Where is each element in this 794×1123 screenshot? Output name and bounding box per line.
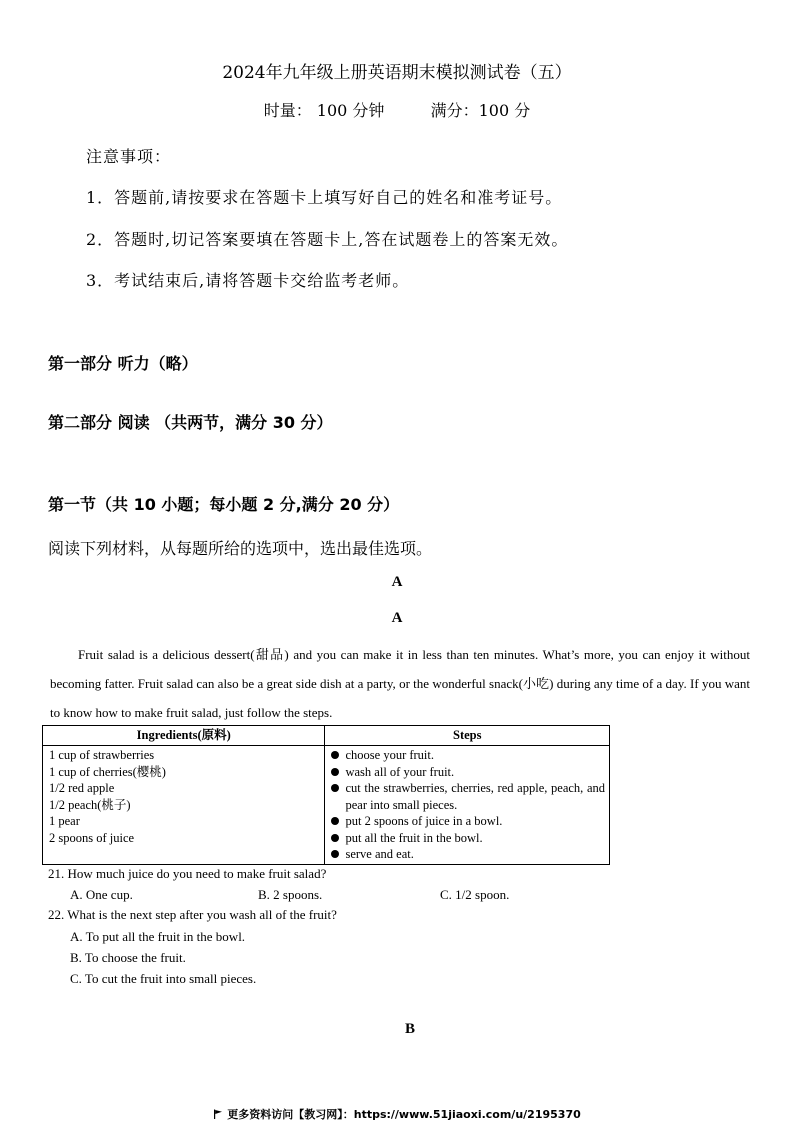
part1-heading: 第一部分 听力（略）	[48, 354, 198, 373]
question-21-option-a: A. One cup.	[70, 887, 133, 902]
bullet-icon	[331, 784, 339, 792]
steps-cell	[325, 746, 610, 865]
ingredient-item: 1 pear	[49, 814, 80, 828]
ingredients-header: Ingredients(原料)	[43, 726, 325, 746]
step-item: put all the fruit in the bowl.	[329, 830, 605, 847]
passage-a-label: A	[391, 574, 403, 590]
bullet-icon	[331, 850, 339, 858]
table-header-row	[43, 726, 610, 746]
step-item: cut the strawberries, cherries, red apple, peach, and pear into small pieces.	[329, 780, 605, 813]
question-22-option-b: B. To choose the fruit.	[70, 950, 186, 965]
page-title: 2024年九年级上册英语期末模拟测试卷（五）	[222, 63, 572, 83]
steps-header: Steps	[325, 726, 610, 746]
step-item: serve and eat.	[329, 846, 605, 863]
footer-text: 更多资料访问【教习网】：https://www.51jiaoxi.com/u/2195370	[227, 1108, 581, 1121]
bullet-icon	[331, 817, 339, 825]
question-21-option-b: B. 2 spoons.	[258, 887, 323, 902]
question-22-option-c: C. To cut the fruit into small pieces.	[70, 971, 257, 986]
ingredients-cell	[43, 746, 325, 865]
note-item-3: 3．考试结束后,请将答题卡交给监考老师。	[86, 271, 410, 290]
ingredient-item: 2 spoons of juice	[49, 830, 135, 845]
ingredient-item: 1/2 red apple	[49, 781, 115, 795]
bullet-icon	[331, 834, 339, 842]
recipe-table	[42, 725, 610, 865]
ingredient-item: 1 cup of strawberries	[49, 748, 155, 762]
question-21-stem: 21. How much juice do you need to make fruit salad?	[48, 866, 327, 881]
section1-heading: 第一节（共 10 小题；每小题 2 分,满分 20 分）	[48, 495, 400, 514]
passage-a-label-repeat: A	[391, 610, 403, 626]
ingredient-item: 1/2 peach(桃子)	[49, 797, 131, 812]
passage-b-label: B	[405, 1021, 416, 1037]
notes-heading: 注意事项：	[86, 147, 172, 166]
step-item: wash all of your fruit.	[329, 764, 605, 781]
footer-link[interactable]	[0, 1106, 794, 1122]
exam-info	[0, 98, 794, 121]
flag-icon	[213, 1109, 223, 1119]
note-item-2: 2．答题时,切记答案要填在答题卡上,答在试题卷上的答案无效。	[86, 230, 569, 249]
step-item: put 2 spoons of juice in a bowl.	[329, 813, 605, 830]
question-22-stem: 22. What is the next step after you wash all of the fruit?	[48, 907, 337, 922]
exam-time: 时量： 100 分钟	[263, 101, 385, 120]
step-item: choose your fruit.	[329, 747, 605, 764]
note-item-1: 1．答题前,请按要求在答题卡上填写好自己的姓名和准考证号。	[86, 188, 563, 207]
question-22-option-a: A. To put all the fruit in the bowl.	[70, 929, 246, 944]
reading-instruction: 阅读下列材料，从每题所给的选项中，选出最佳选项。	[48, 539, 433, 558]
table-row	[43, 746, 610, 865]
ingredient-item: 1 cup of cherries(樱桃)	[49, 764, 166, 779]
bullet-icon	[331, 751, 339, 759]
question-21-option-c: C. 1/2 spoon.	[440, 887, 510, 902]
exam-score: 满分：100 分	[430, 101, 531, 120]
bullet-icon	[331, 768, 339, 776]
passage-a-text: Fruit salad is a delicious dessert(甜品) and you can make it in less than ten minutes. What’s more, you can enjoy it without becoming fatter. Fruit salad can also be a great side dish at a party, or the wonderful snack(小吃) during any time of a day. If you want to know how to make fruit salad, just follow the steps.	[50, 647, 750, 720]
part2-heading: 第二部分 阅读 （共两节，满分 30 分）	[48, 413, 333, 432]
